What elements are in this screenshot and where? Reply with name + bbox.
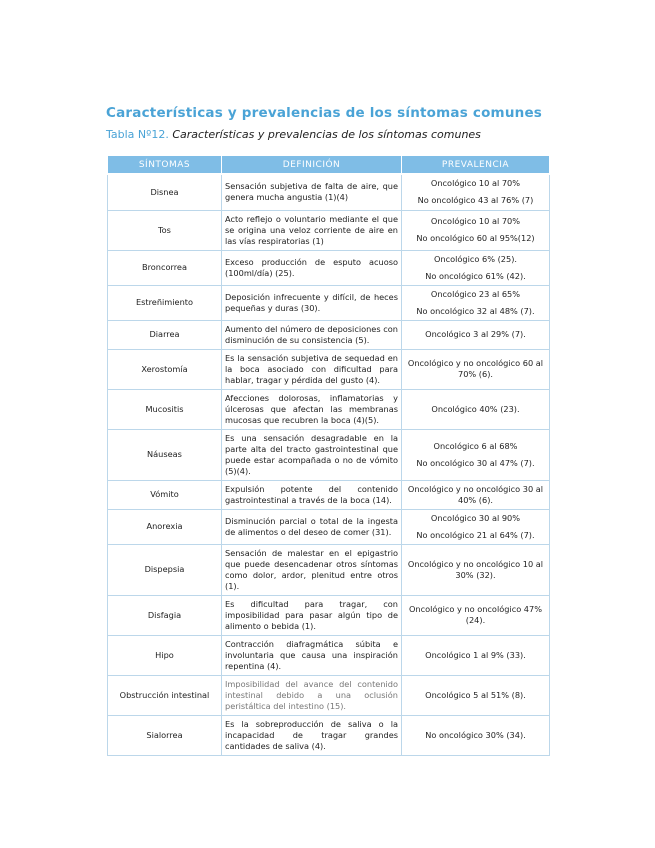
prevalence-line: Oncológico 5 al 51% (8). xyxy=(425,689,526,700)
symptom-definition: Acto reflejo o voluntario mediante el que se origina una veloz corriente de aire en las vías respiratorias (1) xyxy=(222,210,402,250)
table-row xyxy=(108,210,550,250)
symptom-name: Vómito xyxy=(108,480,222,509)
symptom-prevalence xyxy=(402,480,550,509)
table-row xyxy=(108,480,550,509)
symptom-definition: Contracción diafragmática súbita e involuntaria que causa una inspiración repentina (4). xyxy=(222,635,402,675)
table-row xyxy=(108,349,550,389)
prevalence-line: Oncológico 40% (23). xyxy=(431,403,520,414)
table-row xyxy=(108,509,550,544)
symptom-prevalence xyxy=(402,675,550,715)
table-row xyxy=(108,389,550,429)
symptom-prevalence xyxy=(402,349,550,389)
table-row xyxy=(108,250,550,285)
symptom-prevalence xyxy=(402,635,550,675)
symptom-name: Disnea xyxy=(108,174,222,210)
symptom-prevalence xyxy=(402,389,550,429)
symptom-name: Xerostomía xyxy=(108,349,222,389)
header-sintomas: SÍNTOMAS xyxy=(108,156,222,175)
symptom-name: Broncorrea xyxy=(108,250,222,285)
symptom-prevalence xyxy=(402,595,550,635)
symptom-name: Mucositis xyxy=(108,389,222,429)
header-definicion: DEFINICIÓN xyxy=(222,156,402,175)
prevalence-line: No oncológico 30% (34). xyxy=(425,729,526,740)
symptom-prevalence xyxy=(402,174,550,210)
symptom-prevalence xyxy=(402,544,550,595)
symptom-prevalence xyxy=(402,715,550,755)
symptom-definition: Afecciones dolorosas, inflamatorias y úlcerosas que afectan las membranas mucosas que recubren la boca (4)(5). xyxy=(222,389,402,429)
symptom-name: Sialorrea xyxy=(108,715,222,755)
prevalence-line: No oncológico 61% (42). xyxy=(425,270,526,281)
symptom-name: Dispepsia xyxy=(108,544,222,595)
table-header-row xyxy=(108,156,550,175)
symptom-name: Náuseas xyxy=(108,429,222,480)
symptom-prevalence xyxy=(402,320,550,349)
table-row xyxy=(108,544,550,595)
symptom-definition: Es la sobreproducción de saliva o la incapacidad de tragar grandes cantidades de saliva (4). xyxy=(222,715,402,755)
prevalence-line: No oncológico 43 al 76% (7) xyxy=(417,195,534,206)
symptom-definition: Sensación subjetiva de falta de aire, que genera mucha angustia (1)(4) xyxy=(222,174,402,210)
symptom-name: Hipo xyxy=(108,635,222,675)
symptoms-table xyxy=(107,155,550,756)
header-prevalencia: PREVALENCIA xyxy=(402,156,550,175)
symptom-name: Anorexia xyxy=(108,509,222,544)
table-row xyxy=(108,635,550,675)
symptom-definition: Expulsión potente del contenido gastrointestinal a través de la boca (14). xyxy=(222,480,402,509)
prevalence-line: Oncológico y no oncológico 47% (24). xyxy=(408,604,543,625)
table-row xyxy=(108,429,550,480)
symptom-name: Tos xyxy=(108,210,222,250)
symptom-prevalence xyxy=(402,429,550,480)
table-row xyxy=(108,174,550,210)
prevalence-line: Oncológico 6% (25). xyxy=(433,253,517,264)
table-row xyxy=(108,285,550,320)
symptom-name: Obstrucción intestinal xyxy=(108,675,222,715)
table-row xyxy=(108,320,550,349)
prevalence-line: No oncológico 32 al 48% (7). xyxy=(416,305,535,316)
symptom-name: Diarrea xyxy=(108,320,222,349)
prevalence-line: No oncológico 60 al 95%(12) xyxy=(416,233,535,243)
symptom-definition: Es una sensación desagradable en la parte alta del tracto gastrointestinal que puede estar acompañada o no de vómito (5)(4). xyxy=(222,429,402,480)
symptom-name: Estreñimiento xyxy=(108,285,222,320)
symptom-definition: Disminución parcial o total de la ingesta de alimentos o del deseo de comer (31). xyxy=(222,509,402,544)
symptom-prevalence xyxy=(402,285,550,320)
symptom-definition: Aumento del número de deposiciones con disminución de su consistencia (5). xyxy=(222,320,402,349)
symptom-definition: Imposibilidad del avance del contenido intestinal debido a una oclusión peristáltica del intestino (15). xyxy=(222,675,402,715)
caption-number: Tabla Nº12. xyxy=(106,128,169,141)
prevalence-line: No oncológico 30 al 47% (7). xyxy=(416,457,535,468)
symptom-definition: Es dificultad para tragar, con imposibilidad para pasar algún tipo de alimento o bebida (1). xyxy=(222,595,402,635)
symptom-definition: Es la sensación subjetiva de sequedad en la boca asociado con dificultad para hablar, tragar y pérdida del gusto (4). xyxy=(222,349,402,389)
symptom-prevalence xyxy=(402,250,550,285)
prevalence-line: Oncológico 1 al 9% (33). xyxy=(425,649,526,660)
prevalence-line: Oncológico y no oncológico 10 al 30% (32). xyxy=(407,558,544,580)
table-row xyxy=(108,595,550,635)
symptom-prevalence xyxy=(402,509,550,544)
table-row xyxy=(108,675,550,715)
prevalence-line: Oncológico 6 al 68% xyxy=(433,440,518,451)
symptom-definition: Deposición infrecuente y difícil, de heces pequeñas y duras (30). xyxy=(222,285,402,320)
table-caption xyxy=(106,128,481,141)
symptom-definition: Exceso producción de esputo acuoso (100ml/día) (25). xyxy=(222,250,402,285)
prevalence-line: Oncológico y no oncológico 60 al 70% (6). xyxy=(407,358,544,379)
prevalence-line: No oncológico 21 al 64% (7). xyxy=(416,529,535,540)
prevalence-line: Oncológico y no oncológico 30 al 40% (6). xyxy=(407,483,544,505)
prevalence-line: Oncológico 10 al 70% xyxy=(430,216,521,226)
section-heading: Características y prevalencias de los síntomas comunes xyxy=(106,105,543,121)
prevalence-line: Oncológico 23 al 65% xyxy=(430,288,521,299)
prevalence-line: Oncológico 3 al 29% (7). xyxy=(425,329,526,339)
caption-text: Características y prevalencias de los síntomas comunes xyxy=(172,128,481,141)
symptom-name: Disfagia xyxy=(108,595,222,635)
prevalence-line: Oncológico 30 al 90% xyxy=(430,512,521,523)
prevalence-line: Oncológico 10 al 70% xyxy=(430,178,521,189)
symptom-prevalence xyxy=(402,210,550,250)
table-row xyxy=(108,715,550,755)
symptom-definition: Sensación de malestar en el epigastrio que puede desencadenar otros síntomas como dolor, ardor, plenitud entre otros (1). xyxy=(222,544,402,595)
